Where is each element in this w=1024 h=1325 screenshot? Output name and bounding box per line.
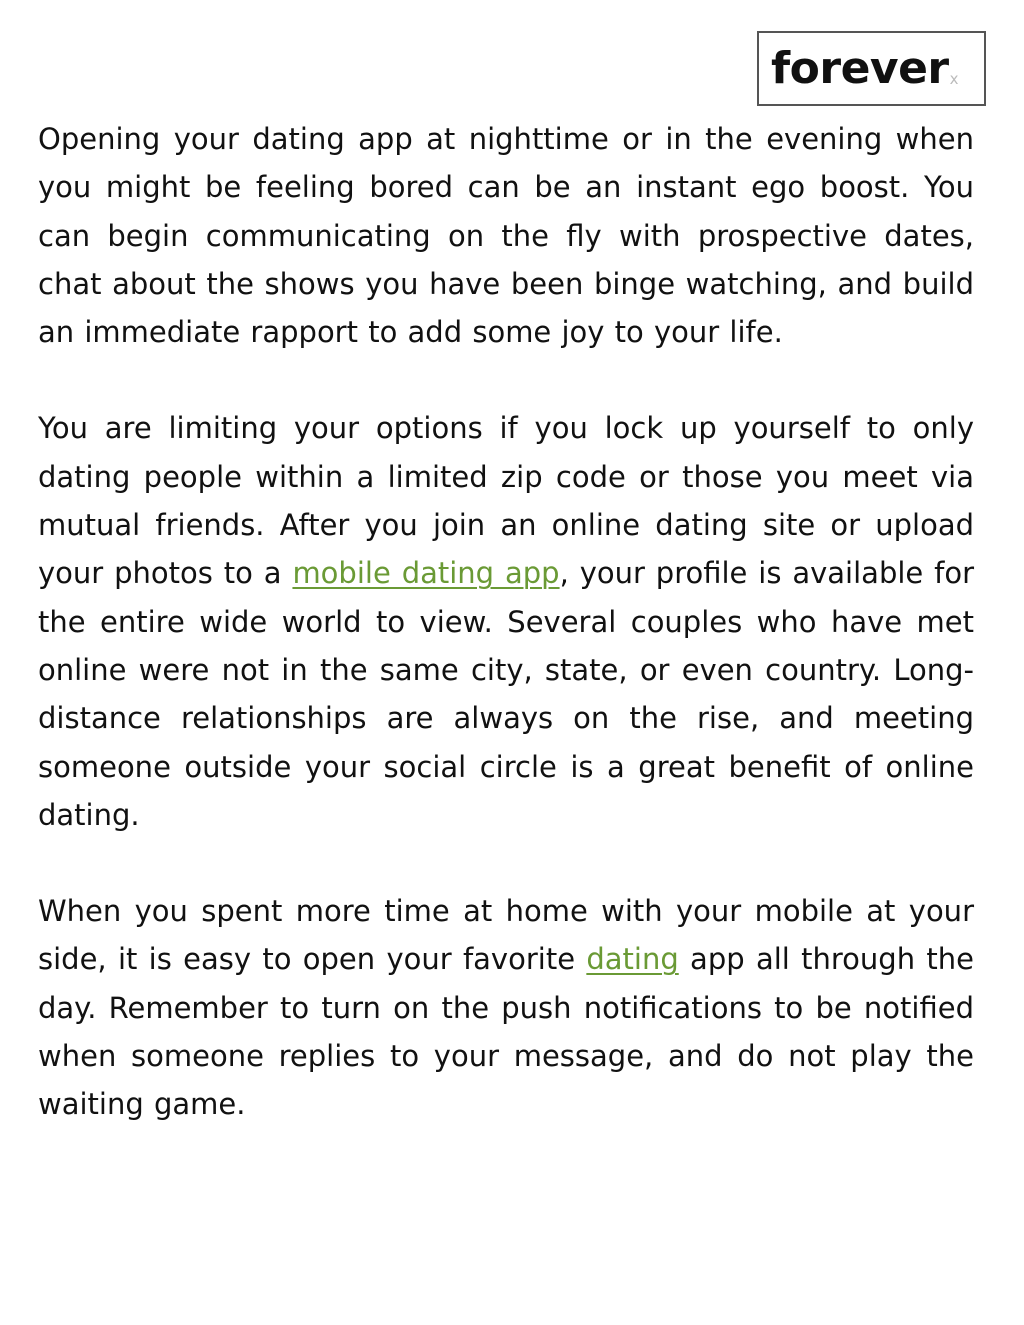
logo-wordmark: forever: [771, 42, 949, 94]
paragraph-3: [38, 887, 974, 1128]
paragraph-2-text-before: You are limiting your options if you lock up yourself to only dating people within a limited zip code or those you meet via mutual friends. After you join an online dating site or upload your photos to a: [38, 411, 974, 591]
paragraph-3-text-before: When you spent more time at home with your mobile at your side, it is easy to open your favorite: [38, 894, 974, 977]
dating-link[interactable]: dating: [586, 942, 679, 977]
article-body: [38, 115, 974, 1177]
paragraph-3-text-after: app all through the day. Remember to turn on the push notifications to be notified when someone replies to your message, and do not play the waiting game.: [38, 942, 974, 1122]
brand-logo: [757, 31, 986, 106]
paragraph-2-text-after: , your profile is available for the entire wide world to view. Several couples who have met online were not in the same city, state, or even country. Long-distance relationships are always on the rise, and meeting someone outside your social circle is a great benefit of online dating.: [38, 556, 975, 832]
paragraph-1: [38, 115, 974, 356]
paragraph-2: [38, 404, 974, 839]
logo-mark: x: [949, 70, 959, 88]
paragraph-1-text: Opening your dating app at nighttime or in the evening when you might be feeling bored can be an instant ego boost. You can begin communicating on the fly with prospective dates, chat about the shows you have been binge watching, and build an immediate rapport to add some joy to your life.: [38, 122, 974, 350]
mobile-dating-app-link[interactable]: mobile dating app: [292, 556, 560, 591]
